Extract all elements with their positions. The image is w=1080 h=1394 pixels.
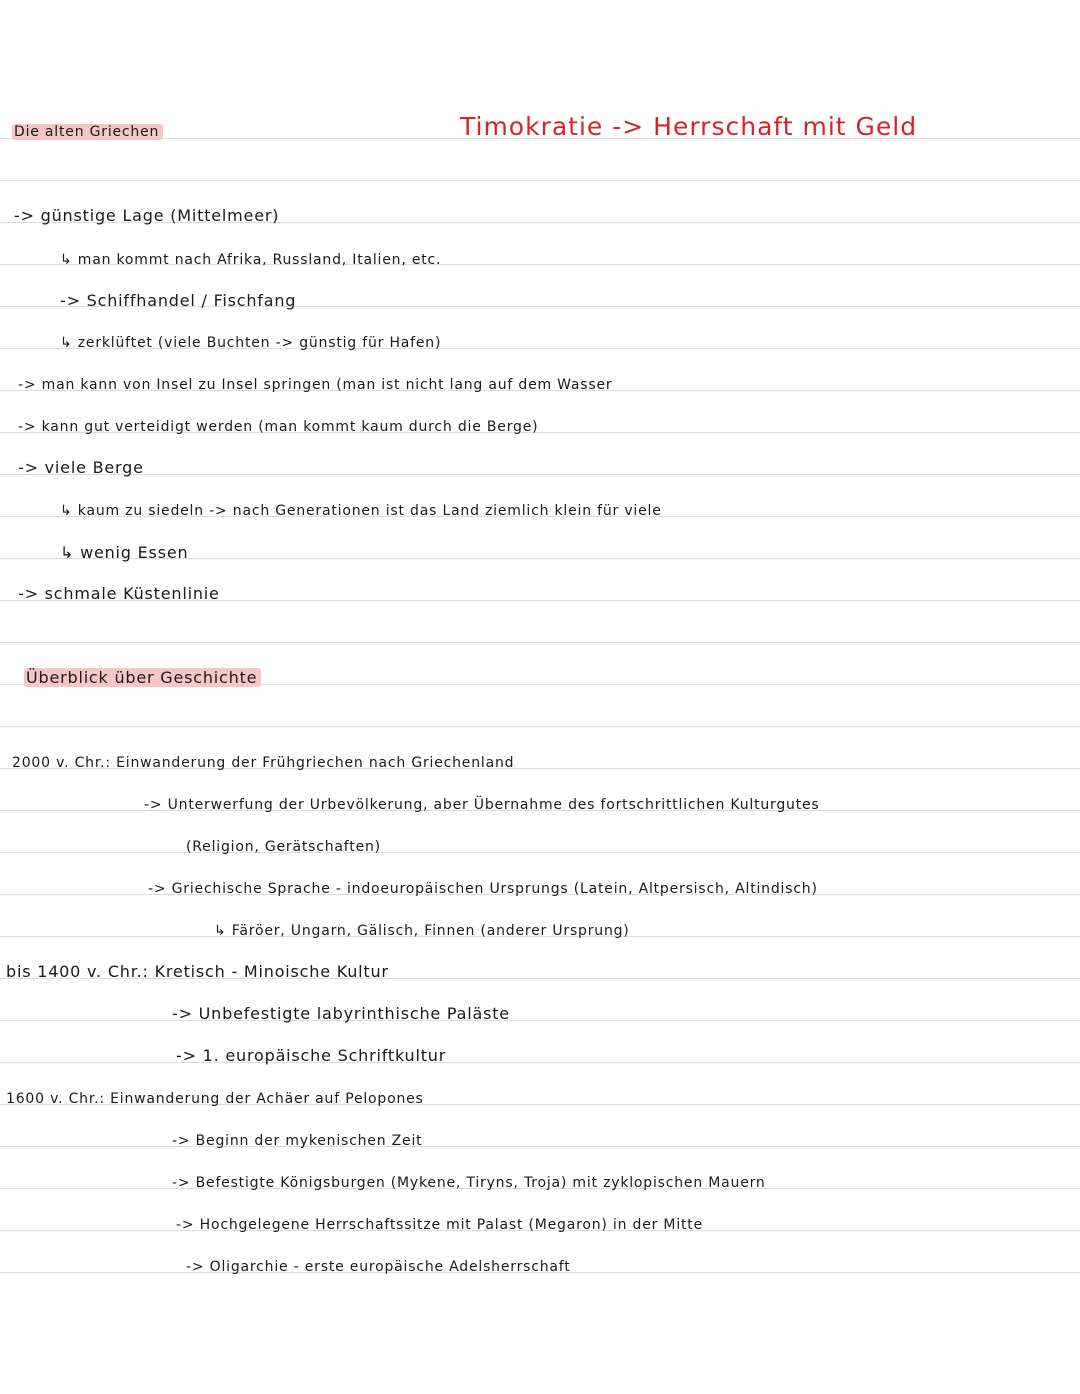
history-line-6: bis 1400 v. Chr.: Kretisch - Minoische Kultur bbox=[6, 962, 389, 981]
geo-line-1: -> günstige Lage (Mittelmeer) bbox=[14, 206, 280, 225]
heading-text: Die alten Griechen bbox=[12, 124, 163, 140]
geo-line-4: ↳ zerklüftet (viele Buchten -> günstig für Hafen) bbox=[60, 335, 442, 351]
geo-line-7: -> viele Berge bbox=[18, 458, 144, 477]
history-line-10: -> Beginn der mykenischen Zeit bbox=[172, 1133, 423, 1149]
geo-line-10: -> schmale Küstenlinie bbox=[18, 584, 220, 603]
geo-line-6: -> kann gut verteidigt werden (man kommt kaum durch die Berge) bbox=[18, 419, 539, 435]
history-line-12: -> Hochgelegene Herrschaftssitze mit Palast (Megaron) in der Mitte bbox=[176, 1217, 703, 1233]
heading-die-alten-griechen bbox=[12, 122, 163, 142]
history-line-9: 1600 v. Chr.: Einwanderung der Achäer auf Pelopones bbox=[6, 1091, 424, 1107]
history-line-5: ↳ Färöer, Ungarn, Gälisch, Finnen (anderer Ursprung) bbox=[214, 923, 630, 939]
history-line-8: -> 1. europäische Schriftkultur bbox=[176, 1046, 447, 1065]
history-line-2: -> Unterwerfung der Urbevölkerung, aber Übernahme des fortschrittlichen Kulturgutes bbox=[144, 797, 820, 813]
history-line-4: -> Griechische Sprache - indoeuropäischen Ursprungs (Latein, Altpersisch, Altindisch) bbox=[148, 881, 818, 897]
red-note-timokratie: Timokratie -> Herrschaft mit Geld bbox=[460, 112, 918, 141]
history-line-3: (Religion, Gerätschaften) bbox=[186, 839, 381, 855]
heading2-text: Überblick über Geschichte bbox=[24, 668, 261, 687]
history-line-13: -> Oligarchie - erste europäische Adelsherrschaft bbox=[186, 1259, 571, 1275]
history-line-7: -> Unbefestigte labyrinthische Paläste bbox=[172, 1004, 510, 1023]
history-line-1: 2000 v. Chr.: Einwanderung der Frühgriechen nach Griechenland bbox=[12, 755, 515, 771]
geo-line-8: ↳ kaum zu siedeln -> nach Generationen ist das Land ziemlich klein für viele bbox=[60, 503, 662, 519]
geo-line-9: ↳ wenig Essen bbox=[60, 543, 189, 562]
history-line-11: -> Befestigte Königsburgen (Mykene, Tiryns, Troja) mit zyklopischen Mauern bbox=[172, 1175, 766, 1191]
heading-ueberblick bbox=[24, 668, 261, 688]
geo-line-3: -> Schiffhandel / Fischfang bbox=[60, 291, 297, 310]
geo-line-2: ↳ man kommt nach Afrika, Russland, Italien, etc. bbox=[60, 252, 442, 268]
geo-line-5: -> man kann von Insel zu Insel springen (man ist nicht lang auf dem Wasser bbox=[18, 377, 613, 393]
